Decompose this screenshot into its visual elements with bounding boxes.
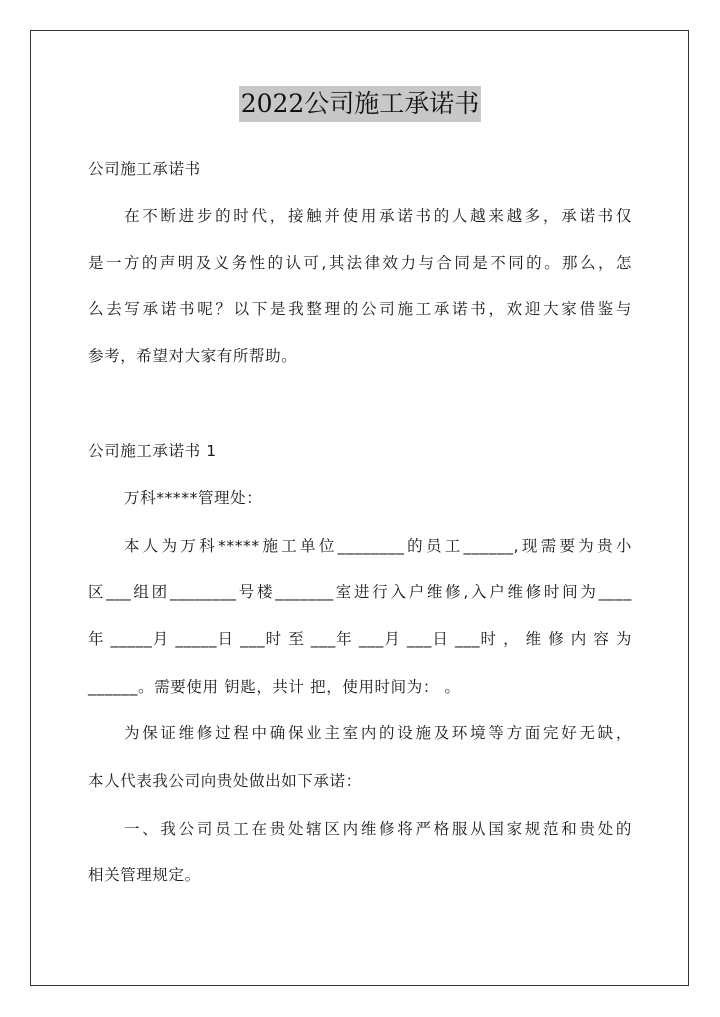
document-title: 2022公司施工承诺书 (239, 86, 482, 122)
paragraph-line: 参考，希望对大家有所帮助。 (88, 347, 298, 365)
paragraph-line: 本人为万科*****施工单位________的员工______,现需要为贵小 (124, 537, 632, 555)
paragraph-line: 本人代表我公司向贵处做出如下承诺： (88, 772, 362, 790)
section-heading: 公司施工承诺书 1 (88, 442, 217, 460)
paragraph-line: 一、我公司员工在贵处辖区内维修将严格服从国家规范和贵处的 (124, 820, 632, 838)
paragraph-line: 相关管理规定。 (88, 866, 201, 884)
title-wrap (0, 86, 720, 122)
paragraph-line: 在不断进步的时代，接触并使用承诺书的人越来越多，承诺书仅 (124, 207, 632, 225)
paragraph-line: ______。需要使用 钥匙，共计 把，使用时间为： 。 (88, 678, 461, 696)
salutation: 万科*****管理处： (124, 489, 263, 507)
paragraph-line: 是一方的声明及义务性的认可,其法律效力与合同是不同的。那么，怎 (88, 254, 632, 272)
paragraph-line: 区___组团________号楼_______室进行入户维修,入户维修时间为____ (88, 583, 632, 601)
section-heading: 公司施工承诺书 (88, 160, 201, 178)
paragraph-line: 年 _____月 _____日 ___时 至 ___年 ___月 ___日 ___时 ， 维 修 内 容 为 (88, 630, 632, 648)
paragraph-line: 为保证维修过程中确保业主室内的设施及环境等方面完好无缺， (124, 724, 632, 742)
paragraph-line: 么去写承诺书呢？以下是我整理的公司施工承诺书，欢迎大家借鉴与 (88, 300, 632, 318)
